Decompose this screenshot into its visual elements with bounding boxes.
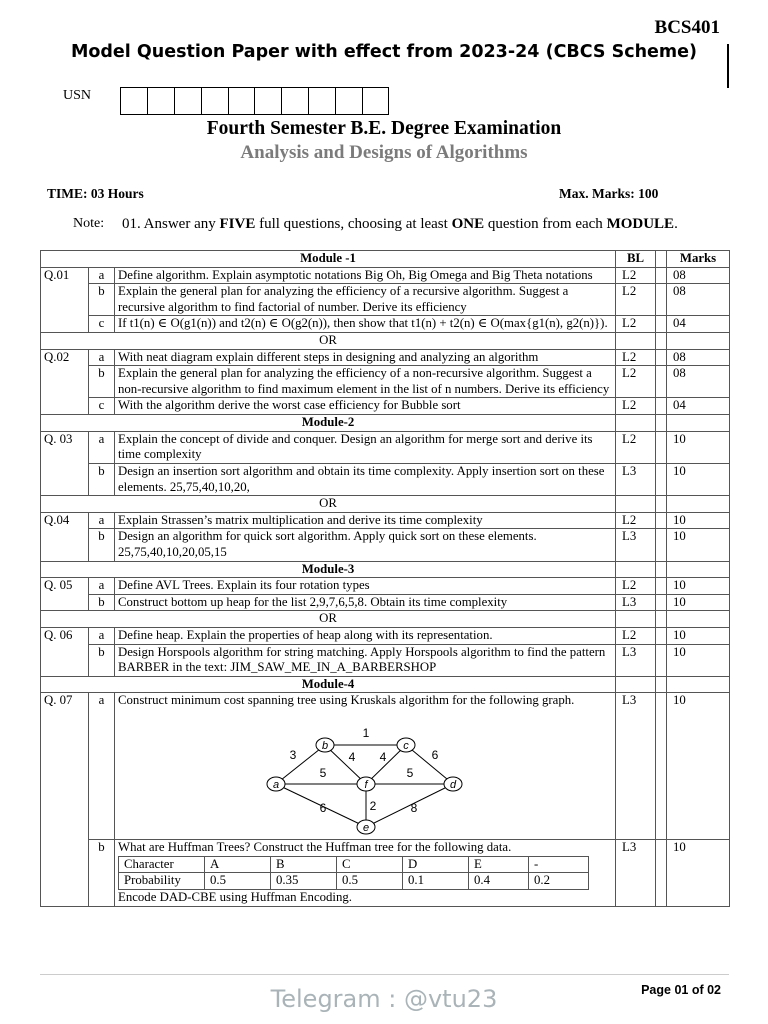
question-text: Explain Strassen’s matrix multiplication and derive its time complexity (115, 512, 616, 529)
question-row (41, 431, 730, 463)
exam-title: Fourth Semester B.E. Degree Examination (206, 118, 562, 139)
module-heading-text: Module-2 (41, 415, 616, 432)
question-number (41, 529, 89, 561)
or-separator (41, 611, 730, 628)
question-number (41, 316, 89, 333)
sub-question-letter: b (89, 366, 115, 398)
exam-time: TIME: 03 Hours (47, 186, 144, 201)
graph-edge-weight: 4 (379, 750, 387, 765)
bloom-level: L2 (616, 316, 656, 333)
graph-figure (118, 709, 612, 839)
separator-cell (616, 496, 656, 513)
or-separator-text: OR (41, 333, 616, 350)
spacer-cell (656, 284, 667, 316)
max-marks: Max. Marks: 100 (559, 186, 659, 201)
usn-box[interactable] (147, 87, 174, 115)
sub-question-letter: c (89, 398, 115, 415)
footer-rule (40, 974, 729, 975)
graph-edge-weight: 6 (319, 801, 327, 816)
sub-question-letter: a (89, 431, 115, 463)
question-number: Q.02 (41, 349, 89, 366)
bloom-level: L3 (616, 840, 656, 906)
huffman-row-label: Probability (119, 873, 205, 890)
sub-question-letter: b (89, 594, 115, 611)
sub-question-letter: a (89, 628, 115, 645)
sub-question-letter: b (89, 284, 115, 316)
spacer-cell (656, 628, 667, 645)
bloom-level: L3 (616, 594, 656, 611)
separator-cell (616, 676, 656, 693)
huffman-character: D (403, 856, 469, 873)
spacer-cell (656, 398, 667, 415)
graph-edge-d-e (366, 784, 453, 827)
module-heading (41, 561, 730, 578)
question-row (41, 693, 730, 840)
huffman-character: B (271, 856, 337, 873)
bloom-level: L2 (616, 267, 656, 284)
question-text-with-graph (115, 693, 616, 840)
spacer-cell (656, 349, 667, 366)
question-row (41, 284, 730, 316)
spacer-cell (656, 366, 667, 398)
spacer-cell (656, 644, 667, 676)
question-number (41, 366, 89, 398)
note-label: Note: (73, 216, 105, 231)
usn-box[interactable] (335, 87, 362, 115)
spacer-cell (656, 578, 667, 595)
graph-edge-weight: 1 (362, 726, 370, 741)
or-separator-text: OR (41, 611, 616, 628)
question-marks: 10 (667, 644, 730, 676)
separator-cell (667, 333, 730, 350)
question-marks: 10 (667, 529, 730, 561)
graph-edge-weight: 5 (319, 766, 327, 781)
bloom-level: L2 (616, 578, 656, 595)
usn-box[interactable] (308, 87, 335, 115)
huffman-probability: 0.2 (529, 873, 589, 890)
spacer-cell (656, 840, 667, 906)
graph-node-label: e (362, 822, 370, 835)
sub-question-letter: a (89, 578, 115, 595)
huffman-table (118, 856, 589, 890)
separator-cell (616, 611, 656, 628)
question-number (41, 594, 89, 611)
huffman-character: C (337, 856, 403, 873)
page-number: Page 01 of 02 (641, 983, 721, 997)
question-marks: 04 (667, 398, 730, 415)
module-heading (41, 676, 730, 693)
question-text: Define heap. Explain the properties of heap along with its representation. (115, 628, 616, 645)
spacer-cell (656, 267, 667, 284)
sub-question-letter: a (89, 693, 115, 840)
sub-question-letter: a (89, 512, 115, 529)
note-text: 01. Answer any FIVE full questions, choosing at least ONE question from each MODULE. (122, 216, 678, 232)
question-row (41, 398, 730, 415)
question-table (40, 250, 730, 907)
question-marks: 10 (667, 693, 730, 840)
bloom-level: L2 (616, 398, 656, 415)
bloom-level: L2 (616, 431, 656, 463)
watermark: Telegram : @vtu23 (270, 985, 498, 1013)
spacer-cell (656, 512, 667, 529)
question-row (41, 529, 730, 561)
separator-cell (656, 611, 667, 628)
or-separator (41, 496, 730, 513)
separator-cell (667, 415, 730, 432)
question-text: With the algorithm derive the worst case efficiency for Bubble sort (115, 398, 616, 415)
bloom-level: L3 (616, 693, 656, 840)
separator-cell (667, 496, 730, 513)
huffman-character: - (529, 856, 589, 873)
spacer-cell (656, 431, 667, 463)
question-marks: 10 (667, 512, 730, 529)
question-number: Q.01 (41, 267, 89, 284)
graph-edge-weight: 8 (410, 801, 418, 816)
bloom-level: L2 (616, 366, 656, 398)
bloom-level: L2 (616, 284, 656, 316)
question-marks: 08 (667, 349, 730, 366)
graph-edge-weight: 2 (369, 799, 377, 814)
table-header (41, 251, 730, 268)
question-text-with-table (115, 840, 616, 906)
question-text: Explain the general plan for analyzing the efficiency of a non-recursive algorithm. Suggest a non-recursive algorithm to find maximum element in the list of n numbers. Derive its efficiency (115, 366, 616, 398)
huffman-probability: 0.35 (271, 873, 337, 890)
usn-box[interactable] (362, 87, 389, 115)
question-number: Q. 07 (41, 693, 89, 840)
huffman-probability: 0.5 (205, 873, 271, 890)
spacer-cell (656, 316, 667, 333)
graph-edge-weight: 5 (406, 766, 414, 781)
bloom-level: L3 (616, 463, 656, 495)
separator-cell (656, 561, 667, 578)
question-number (41, 644, 89, 676)
usn-box[interactable] (120, 87, 147, 115)
question-row (41, 578, 730, 595)
question-text: If t1(n) ∈ O(g1(n)) and t2(n) ∈ O(g2(n)), then show that t1(n) + t2(n) ∈ O(max{g1(n), g2(n)}). (115, 316, 616, 333)
question-text: Explain the general plan for analyzing the efficiency of a recursive algorithm. Suggest a recursive algorithm to find factorial of number. Derive its efficiency (115, 284, 616, 316)
spacer-cell (656, 594, 667, 611)
question-row (41, 628, 730, 645)
module-heading-text: Module-4 (41, 676, 616, 693)
separator-cell (656, 333, 667, 350)
graph-edge-weight: 4 (348, 750, 356, 765)
question-row (41, 512, 730, 529)
sub-question-letter: b (89, 463, 115, 495)
question-number: Q. 03 (41, 431, 89, 463)
sub-question-letter: b (89, 644, 115, 676)
huffman-row-label: Character (119, 856, 205, 873)
graph-node-label: a (272, 779, 280, 792)
question-marks: 04 (667, 316, 730, 333)
graph-edge-a-b (276, 745, 325, 784)
question-row (41, 644, 730, 676)
question-row (41, 840, 730, 906)
huffman-char-row (119, 856, 589, 873)
question-number: Q.04 (41, 512, 89, 529)
usn-box[interactable] (174, 87, 201, 115)
module-1-heading: Module -1 (41, 251, 616, 268)
question-marks: 08 (667, 267, 730, 284)
question-text: Explain the concept of divide and conquer. Design an algorithm for merge sort and derive its time complexity (115, 431, 616, 463)
separator-cell (616, 561, 656, 578)
question-row (41, 366, 730, 398)
graph-edge-b-f (325, 745, 366, 784)
question-marks: 10 (667, 578, 730, 595)
question-text: Construct minimum cost spanning tree using Kruskals algorithm for the following graph. (118, 693, 575, 708)
usn-boxes[interactable] (120, 87, 389, 115)
question-marks: 10 (667, 594, 730, 611)
module-heading-text: Module-3 (41, 561, 616, 578)
question-number: Q. 05 (41, 578, 89, 595)
question-row (41, 316, 730, 333)
spacer-cell (656, 529, 667, 561)
separator-cell (656, 676, 667, 693)
huffman-probability: 0.5 (337, 873, 403, 890)
exam-subject: Analysis and Designs of Algorithms (240, 142, 528, 163)
question-text: Define AVL Trees. Explain its four rotation types (115, 578, 616, 595)
question-number (41, 463, 89, 495)
question-number (41, 398, 89, 415)
sub-question-letter: c (89, 316, 115, 333)
question-text: Encode DAD-CBE using Huffman Encoding. (118, 889, 352, 904)
graph-edge-weight: 6 (431, 748, 439, 763)
graph-node-label: d (449, 779, 457, 792)
spacer-cell (656, 693, 667, 840)
question-text: What are Huffman Trees? Construct the Huffman tree for the following data. (118, 840, 512, 855)
separator-cell (656, 415, 667, 432)
bloom-level: L3 (616, 644, 656, 676)
marks-header: Marks (667, 251, 730, 268)
question-row (41, 267, 730, 284)
question-row (41, 463, 730, 495)
sub-question-letter: a (89, 349, 115, 366)
kruskal-graph (263, 709, 478, 837)
question-marks: 10 (667, 463, 730, 495)
usn-box[interactable] (254, 87, 281, 115)
sub-question-letter: b (89, 840, 115, 906)
huffman-character: E (469, 856, 529, 873)
bl-header: BL (616, 251, 656, 268)
huffman-prob-row (119, 873, 589, 890)
question-text: Design an insertion sort algorithm and obtain its time complexity. Apply insertion sort on these elements. 25,75,40,10,20, (115, 463, 616, 495)
separator-cell (616, 415, 656, 432)
or-separator (41, 333, 730, 350)
graph-edge-weight: 3 (289, 748, 297, 763)
question-marks: 10 (667, 431, 730, 463)
graph-node-label: c (403, 740, 409, 753)
sub-question-letter: a (89, 267, 115, 284)
question-marks: 08 (667, 366, 730, 398)
separator-cell (667, 561, 730, 578)
separator-cell (656, 496, 667, 513)
huffman-character: A (205, 856, 271, 873)
question-number: Q. 06 (41, 628, 89, 645)
question-text: Define algorithm. Explain asymptotic notations Big Oh, Big Omega and Big Theta notations (115, 267, 616, 284)
question-row (41, 349, 730, 366)
separator-cell (616, 333, 656, 350)
usn-label: USN (63, 88, 92, 103)
usn-box[interactable] (281, 87, 308, 115)
module-heading (41, 415, 730, 432)
question-row (41, 594, 730, 611)
course-code: BCS401 (654, 17, 720, 38)
question-marks: 10 (667, 628, 730, 645)
separator-cell (667, 611, 730, 628)
or-separator-text: OR (41, 496, 616, 513)
huffman-probability: 0.4 (469, 873, 529, 890)
usn-box[interactable] (201, 87, 228, 115)
separator-cell (667, 676, 730, 693)
bloom-level: L2 (616, 512, 656, 529)
question-marks: 08 (667, 284, 730, 316)
question-number (41, 840, 89, 906)
usn-box[interactable] (228, 87, 255, 115)
question-text: With neat diagram explain different steps in designing and analyzing an algorithm (115, 349, 616, 366)
question-text: Design an algorithm for quick sort algorithm. Apply quick sort on these elements. 25,75,40,10,20,05,15 (115, 529, 616, 561)
bloom-level: L2 (616, 349, 656, 366)
question-number (41, 284, 89, 316)
bloom-level: L3 (616, 529, 656, 561)
bloom-level: L2 (616, 628, 656, 645)
graph-node-label: b (321, 740, 329, 753)
spacer-cell (656, 463, 667, 495)
paper-title: Model Question Paper with effect from 2023-24 (CBCS Scheme) (70, 42, 698, 62)
question-marks: 10 (667, 840, 730, 906)
graph-node-label: f (364, 779, 368, 792)
question-text: Design Horspools algorithm for string matching. Apply Horspools algorithm to find the pattern BARBER in the text: JIM_SAW_ME_IN_A_BARBERSHOP (115, 644, 616, 676)
huffman-probability: 0.1 (403, 873, 469, 890)
sub-question-letter: b (89, 529, 115, 561)
question-text: Construct bottom up heap for the list 2,9,7,6,5,8. Obtain its time complexity (115, 594, 616, 611)
